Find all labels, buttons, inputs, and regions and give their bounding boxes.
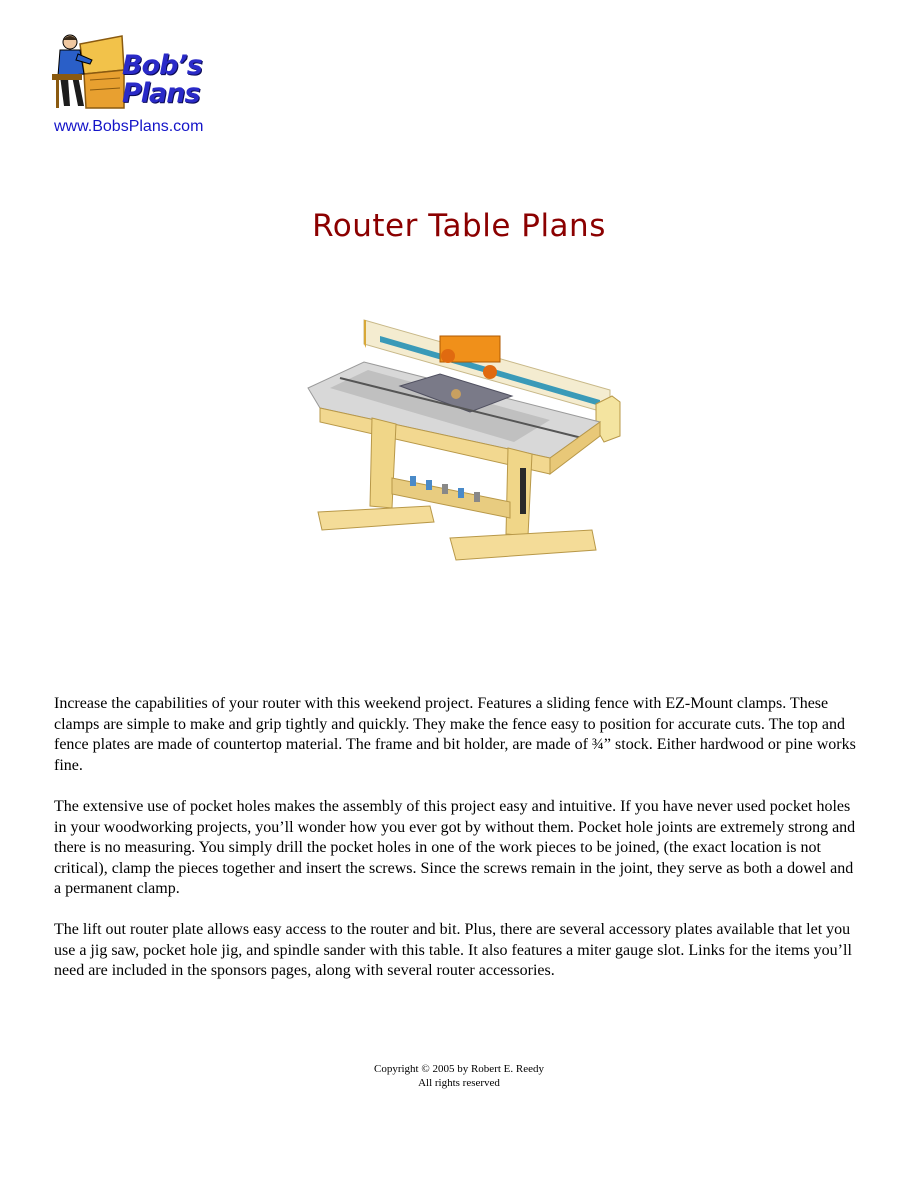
logo-wordmark-plans: Plans [122,78,200,109]
website-link[interactable]: www.BobsPlans.com [54,118,204,135]
page-title: Router Table Plans [312,208,606,244]
logo-wordmark-bobs: Bob’s [122,50,202,81]
router-table-photo [300,318,630,594]
bobs-plans-logo [50,30,250,142]
paragraph-router-plate: The lift out router plate allows easy access to the router and bit. Plus, there are several accessory plates available that let you use a jig saw, pocket hole jig, and spindle sander with this table. It also features a miter gauge slot. Links for the items you’ll need are included in the sponsors pages, along with several router accessories. [54,921,852,980]
rights-reserved-line: All rights reserved [418,1077,500,1089]
copyright-line: Copyright © 2005 by Robert E. Reedy [374,1063,544,1075]
paragraph-intro: Increase the capabilities of your router with this weekend project. Features a sliding fence with EZ-Mount clamps. These clamps are simple to make and grip tightly and quickly. They make the fence easy to position for accurate cuts. The top and fence plates are made of countertop material. The frame and bit holder, are made of ¾” stock. Either hardwood or pine works fine. [54,695,856,774]
copyright-notice [0,1062,918,1090]
paragraph-pocket-holes: The extensive use of pocket holes makes the assembly of this project easy and intuitive. If you have never used pocket holes in your woodworking projects, you’ll wonder how you ever got by without them. Pocket hole joints are extremely strong and there is no measuring. You simply drill the pocket holes in one of the work pieces to be joined, (the exact location is not critical), clamp the pieces together and insert the screws. Since the screws remain in the joint, they serve as both a dowel and a permanent clamp. [54,798,856,898]
woodworker-drafting-figure [50,30,126,112]
